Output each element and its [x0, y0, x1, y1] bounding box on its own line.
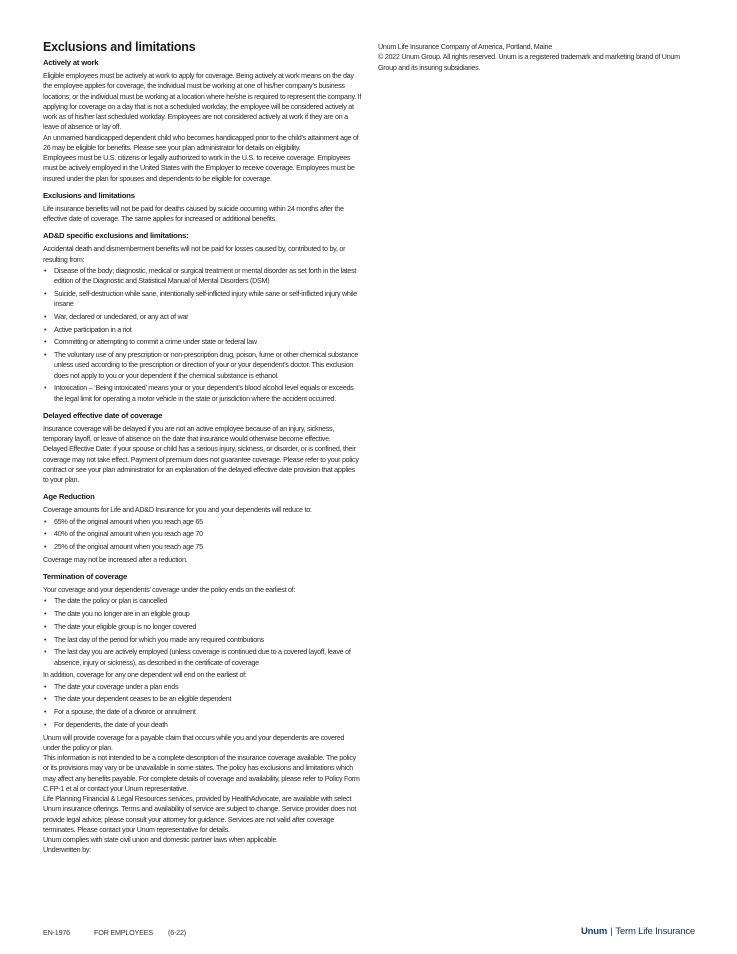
legal-column: [378, 42, 696, 73]
list-item: • The last day you are actively employed (unless coverage is continued due to a covered layoff, leave of absence, injury or sickness), as described in the certificate of coverage: [43, 647, 362, 668]
page-title: Exclusions and limitations: [43, 40, 196, 54]
list-item: • For a spouse, the date of a divorce or annulment: [43, 707, 362, 717]
section-heading-actively-at-work: Actively at work: [43, 58, 99, 67]
form-id: EN-1976: [43, 928, 70, 937]
list-item: • The date you no longer are in an eligible group: [43, 609, 362, 619]
section-heading-exclusions: Exclusions and limitations: [43, 190, 135, 200]
section-heading-delayed-effective-date: Delayed effective date of coverage: [43, 410, 163, 420]
paragraph: In addition, coverage for any one dependent will end on the earliest of:: [43, 670, 247, 680]
paragraph: Employees must be U.S. citizens or legally authorized to work in the U.S. to receive coverage. Employees must be actively employed in the United States with the Employer to receive coverage. Employees must be insured under the plan for spouses and dependents to be eligible for coverage.: [43, 153, 355, 183]
company-address: Unum Life Insurance Company of America, Portland, Maine: [378, 42, 552, 51]
product-name: Term Life Insurance: [615, 926, 695, 937]
list-item: • Suicide, self-destruction while sane, intentionally self-inflicted injury while sane or self-inflicted injury while insane: [43, 289, 362, 310]
copyright-notice: © 2022 Unum Group. All rights reserved. Unum is a registered trademark and marketing brand of Unum Group and its insuring subsidiaries.: [378, 52, 680, 72]
list-item: • The date your dependent ceases to be an eligible dependent: [43, 694, 362, 704]
section-heading-add-exclusions: AD&D specific exclusions and limitations:: [43, 231, 189, 241]
list-item: • For dependents, the date of your death: [43, 720, 362, 730]
unum-logo: Unum: [580, 926, 608, 937]
list-item: • The date the policy or plan is cancelled: [43, 596, 362, 606]
paragraph: Life Planning Financial & Legal Resources services, provided by HealthAdvocate, are available with select Unum insurance offerings. Terms and availability of service are subject to change. Service provider does not provide legal advice; please consult your attorney for guidance. Services are not valid after coverage terminates. Please contact your Unum representative for details.: [43, 794, 357, 834]
paragraph: Life insurance benefits will not be paid for deaths caused by suicide occurring within 24 months after the effective date of coverage. The same applies for increased or additional benefits.: [43, 203, 344, 223]
brand-lockup: [581, 926, 695, 937]
list-item: • The last day of the period for which you made any required contributions: [43, 635, 362, 645]
paragraph: Insurance coverage will be delayed if you are not an active employee because of an injury, sickness, temporary layoff, or leave of absence on the date that insurance would otherwise become effective.: [43, 423, 335, 443]
list-item: • 40% of the original amount when you reach age 70: [43, 529, 362, 539]
list-item: • Disease of the body; diagnostic, medical or surgical treatment or mental disorder as set forth in the latest edition of the Diagnostic and Statistical Manual of Mental Disorders (DSM): [43, 266, 362, 287]
list-item: • War, declared or undeclared, or any act of war: [43, 312, 362, 322]
paragraph: Coverage amounts for Life and AD&D Insurance for you and your dependents will reduce to:: [43, 505, 312, 515]
paragraph: Underwritten by:: [43, 845, 91, 855]
add-exclusions-list: [43, 266, 362, 404]
list-item: • The voluntary use of any prescription or non-prescription drug, poison, fume or other chemical substance unless used according to the prescription or direction of your or your dependent’s doctor. This exclusion does not apply to you or your dependent if the chemical substance is ethanol.: [43, 350, 362, 381]
edition-label: (6-22): [168, 928, 186, 937]
age-reduction-list: [43, 517, 362, 553]
paragraph: Unum will provide coverage for a payable claim that occurs while you and your dependents are covered under the policy or plan.: [43, 732, 345, 752]
paragraph: Unum complies with state civil union and domestic partner laws when applicable.: [43, 835, 278, 844]
brand-separator: |: [610, 926, 613, 937]
paragraph: An unmarried handicapped dependent child who becomes handicapped prior to the child’s attainment age of 26 may be eligible for benefits. Please see your plan administrator for details on eligibility.: [43, 132, 359, 152]
section-heading-age-reduction: Age Reduction: [43, 492, 95, 502]
termination-list: [43, 596, 362, 668]
list-item: • Committing or attempting to commit a crime under state or federal law: [43, 337, 362, 347]
paragraph: Accidental death and dismemberment benefits will not be paid for losses caused by, contributed to by, or resulting from:: [43, 244, 346, 264]
paragraph: Eligible employees must be actively at work to apply for coverage. Being actively at work means on the day the employee applies for coverage, the individual must be working at one of his/her company’s business locations; or the individual must be working at a location where he/she is required to represent the company. If applying for coverage on a day that is not a scheduled workday, the employee will be considered actively at work as of his/her last scheduled workday. Employees are not considered actively at work if they are on a leave of absence or lay off.: [43, 71, 362, 132]
page-footer: [43, 926, 695, 938]
paragraph: Coverage may not be increased after a reduction.: [43, 554, 188, 564]
list-item: • 65% of the original amount when you reach age 65: [43, 517, 362, 527]
list-item: • 25% of the original amount when you reach age 75: [43, 542, 362, 552]
paragraph: Your coverage and your dependents’ coverage under the policy ends on the earliest of:: [43, 585, 296, 594]
list-item: • The date your eligible group is no longer covered: [43, 622, 362, 632]
paragraph: Delayed Effective Date: if your spouse or child has a serious injury, sickness, or disorder, or is confined, their coverage may not take effect. Payment of premium does not guarantee coverage. Please refer to your policy contract or see your plan administrator for an explanation of the delayed effective date provision that applies to your plan.: [43, 444, 359, 484]
section-heading-termination: Termination of coverage: [43, 572, 128, 581]
paragraph: This information is not intended to be a complete description of the insurance coverage available. The policy or its provisions may vary or be unavailable in some states. The policy has exclusions and limitations which may affect any benefits payable. For complete details of coverage and availability, please refer to Policy Form C.FP-1 et al or contact your Unum representative.: [43, 753, 360, 793]
list-item: • Intoxication – ‘Being intoxicated’ means your or your dependent’s blood alcohol level equals or exceeds the legal limit for operating a motor vehicle in the state or jurisdiction where the accident occurred.: [43, 383, 362, 404]
dependent-termination-list: [43, 682, 362, 731]
list-item: • Active participation in a riot: [43, 325, 362, 335]
main-column: [43, 40, 362, 856]
list-item: • The date your coverage under a plan ends: [43, 682, 362, 692]
audience-label: FOR EMPLOYEES: [94, 928, 153, 937]
